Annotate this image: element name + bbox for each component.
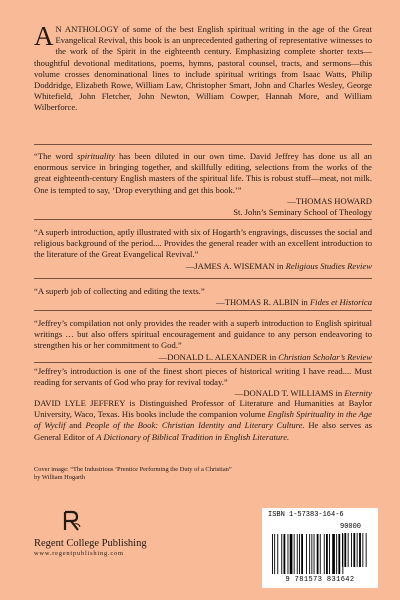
divider-rule	[34, 278, 372, 279]
endorsement-author: —DONALD L. ALEXANDER	[158, 351, 268, 362]
author-name: DAVID LYLE JEFFREY	[34, 398, 126, 408]
intro-text: N ANTHOLOGY of some of the best English spiritual writing in the age of the Great Evangelical Revival, this book is an unprecedented gathering of representative witnesses to the work of the Spirit in the eighteenth century. Emphasizing complete shorter texts—thoughtful devotional meditations, poems, hymns, pastoral counsel, tracts, and sermons—this volume crosses denominational lines to include spiritual writings from Isaac Watts, Philip Doddridge, Elizabeth Rowe, William Law, Christopher Smart, John and Charles Wesley, George Whitefield, John Fletcher, John Newton, William Cowper, Hannah More, and William Wilberforce.	[34, 24, 372, 113]
author-bio: DAVID LYLE JEFFREY is Distinguished Professor of Literature and Humanities at Baylor University, Waco, Texas. His books include the companion volume English Spirituality in the Age of Wyclif and People of the Book: Christian Identity and Literary Culture. He also serves as General Editor of A Dictionary of Biblical Tradition in English Literature.	[34, 398, 373, 442]
endorsement-credential: St. John’s Seminary School of Theology	[233, 207, 372, 218]
drop-cap: A	[34, 21, 54, 51]
intro-paragraph	[34, 21, 372, 114]
price-code: 90000	[340, 523, 362, 531]
endorsement-albin: “A superb job of collecting and editing the texts.” —THOMAS R. ALBIN in Fides et Historica	[34, 286, 372, 308]
divider-rule	[34, 310, 372, 311]
publisher-logo	[34, 510, 164, 557]
endorsement-source: Fides et Historica	[309, 297, 372, 308]
endorsement-author: —JAMES A. WISEMAN	[185, 260, 275, 271]
cover-credit: Cover image: “The Industrious ’Prentice Performing the Duty of a Christian” by William Hogarth	[34, 466, 232, 482]
isbn-label: ISBN 1-57383-164-6	[268, 511, 344, 519]
endorsement-howard: “The word spirituality has been diluted in our own time. David Jeffrey has done us all an enormous service in bringing together, and skillfully editing, selections from the works of the great eighteenth-century English masters of the spiritual life. This is robust stuff—meat, not milk. One is tempted to say, ‘Drop everything and get this book.’” —THOMAS HOWARD St. John’s Seminary School of Theology	[34, 151, 372, 218]
endorsement-source: Christian Scholar’s Review	[278, 351, 372, 362]
divider-rule	[34, 219, 372, 220]
publisher-url: www.regentpublishing.com	[34, 550, 124, 557]
ean-digits: 9 781573 831642	[285, 576, 355, 584]
endorsement-williams: “Jeffrey’s introduction is one of the finest short pieces of historical writing I have read.... Must reading for servants of God who pray for revival today.” —DONALD T. WILLIAMS in Eternity	[34, 366, 372, 399]
endorsement-wiseman: “A superb introduction, aptly illustrated with six of Hogarth’s engravings, discusses the social and religious background of the period.... Provides the general reader with an excellent introduction to the literature of the Great Evangelical Revival.” —JAMES A. WISEMAN in Religious Studies Review	[34, 227, 372, 271]
endorsement-source: Religious Studies Review	[285, 260, 372, 271]
endorsement-source: Eternity	[344, 388, 372, 399]
endorsement-author: —THOMAS HOWARD	[287, 195, 372, 206]
barcode	[262, 508, 378, 588]
endorsement-author: —DONALD T. WILLIAMS	[234, 388, 334, 399]
endorsement-alexander: “Jeffrey’s compilation not only provides the reader with a superb introduction to English spiritual writings … but also offers spiritual encouragement and guidance to any person endeavoring to strengthen his or her commitment to God.” —DONALD L. ALEXANDER in Christian Scholar’s Review	[34, 318, 372, 362]
divider-rule	[34, 144, 372, 145]
publisher-name: Regent College Publishing	[34, 538, 147, 549]
endorsement-author: —THOMAS R. ALBIN	[216, 297, 299, 308]
publisher-emblem-icon	[62, 510, 82, 532]
